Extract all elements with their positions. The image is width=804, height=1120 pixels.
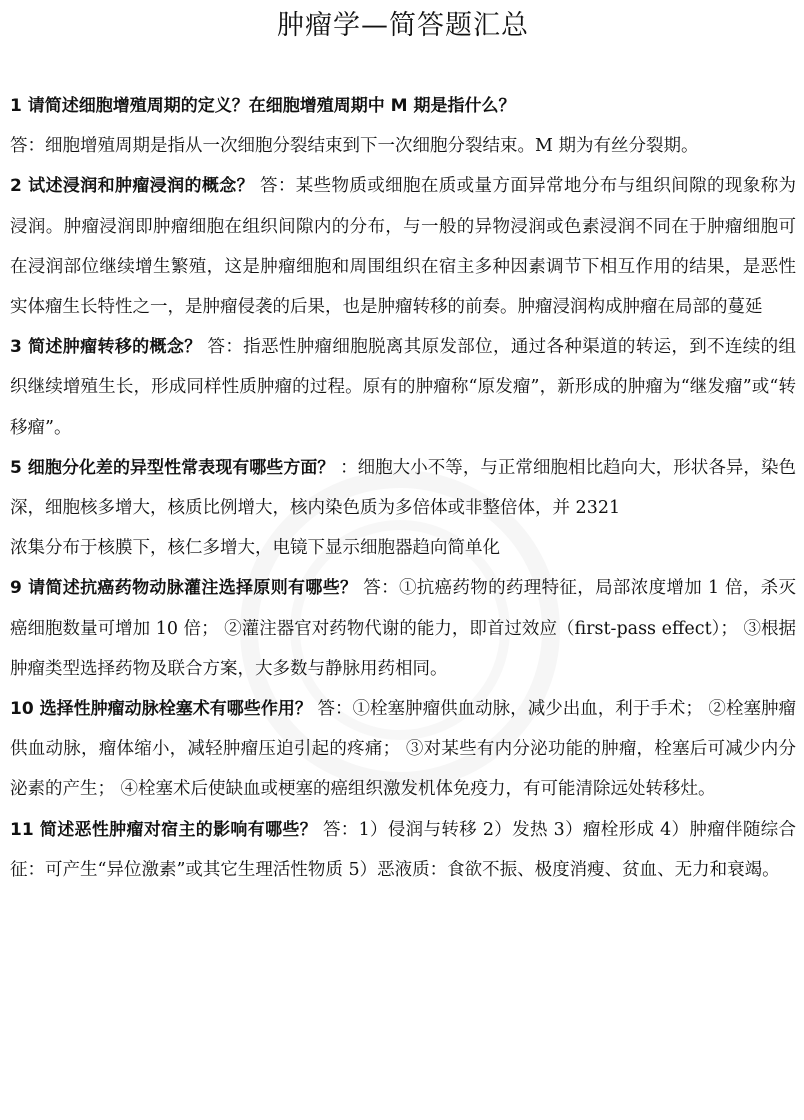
qa-item-1 [10,86,796,166]
qa-item-11 [10,810,796,890]
answer-2: 答：某些物质或细胞在质或量方面异常地分布与组织间隙的现象称为浸润。肿瘤浸润即肿瘤细胞在组织间隙内的分布，与一般的异物浸润或色素浸润不同在于肿瘤细胞可在浸润部位继续增生繁殖，这是肿瘤细胞和周围组织在宿主多种因素调节下相互作用的结果，是恶性实体瘤生长特性之一，是肿瘤侵袭的后果，也是肿瘤转移的前奏。肿瘤浸润构成肿瘤在局部的蔓延 [10,176,797,318]
answer-3: 答：指恶性肿瘤细胞脱离其原发部位，通过各种渠道的转运，到不连续的组织继续增殖生长，形成同样性质肿瘤的过程。原有的肿瘤称“原发瘤”，新形成的肿瘤为“继发瘤”或“转移瘤”。 [10,337,797,438]
answer-1: 答：细胞增殖周期是指从一次细胞分裂结束到下一次细胞分裂结束。M 期为有丝分裂期。 [10,136,699,157]
question-3: 3 简述肿瘤转移的概念？ [10,337,202,358]
question-5: 5 细胞分化差的异型性常表现有哪些方面？ [10,457,335,478]
answer-11: 答：1）侵润与转移 2）发热 3）瘤栓形成 4）肿瘤伴随综合征：可产生“异位激素”或其它生理活性物质 5）恶液质：食欲不振、极度消瘦、贫血、无力和衰竭。 [10,819,796,880]
answer-5-continued: 浓集分布于核膜下，核仁多增大，电镜下显示细胞器趋向简单化 [10,538,500,559]
qa-item-5 [10,448,796,569]
answer-5: ：细胞大小不等，与正常细胞相比趋向大，形状各异，染色深，细胞核多增大，核质比例增大，核内染色质为多倍体或非整倍体，并 2321 [10,457,796,519]
question-1: 1 请简述细胞增殖周期的定义？在细胞增殖周期中 M 期是指什么？ [10,96,516,116]
answer-9: 答：①抗癌药物的药理特征，局部浓度增加 1 倍，杀灭癌细胞数量可增加 10 倍； ②灌注器官对药物代谢的能力，即首过效应（first-pass effect）； ③根据肿瘤类型选择药物及联合方案，大多数与静脉用药相同。 [10,578,796,679]
page-title: 肿瘤学—简答题汇总 [277,10,529,41]
qa-item-10 [10,689,796,810]
question-11: 11 简述恶性肿瘤对宿主的影响有哪些？ [10,819,318,840]
question-10: 10 选择性肿瘤动脉栓塞术有哪些作用？ [10,699,312,720]
answer-10: 答：①栓塞肿瘤供血动脉，减少出血，利于手术； ②栓塞肿瘤供血动脉，瘤体缩小，减轻肿瘤压迫引起的疼痛； ③对某些有内分泌功能的肿瘤，栓塞后可减少内分泌素的产生； ④栓塞术后使缺血或梗塞的癌组织激发机体免疫力，有可能清除远处转移灶。 [10,699,797,800]
question-2: 2 试述浸润和肿瘤浸润的概念？ [10,176,255,197]
qa-item-9 [10,568,796,689]
qa-item-2 [10,166,796,327]
qa-item-3 [10,327,796,448]
question-9: 9 请简述抗癌药物动脉灌注选择原则有哪些？ [10,578,358,599]
